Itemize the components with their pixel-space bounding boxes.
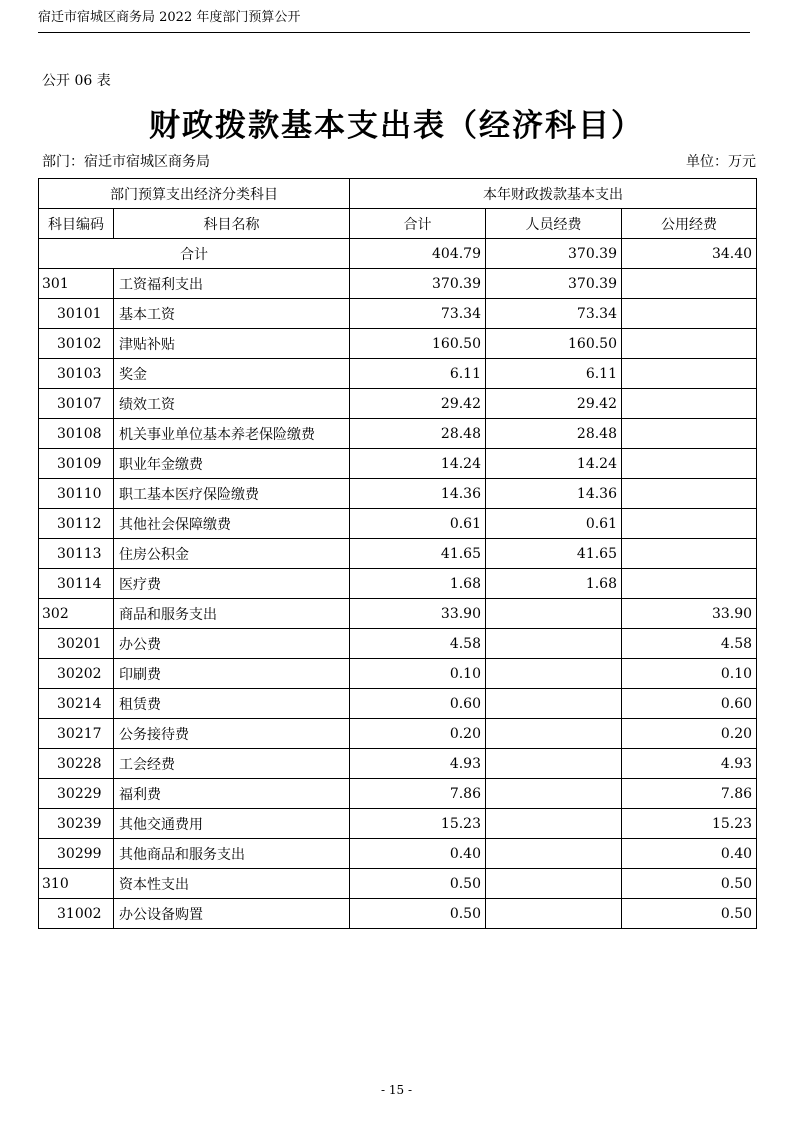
row-total: 0.20 — [350, 719, 486, 749]
table-row — [39, 779, 757, 809]
row-name: 资本性支出 — [114, 869, 350, 899]
row-code: 30114 — [39, 569, 114, 599]
column-header-code: 科目编码 — [39, 209, 114, 239]
table-row — [39, 629, 757, 659]
row-public — [622, 419, 757, 449]
row-code: 30107 — [39, 389, 114, 419]
table-row — [39, 299, 757, 329]
total-row — [39, 239, 757, 269]
row-public — [622, 329, 757, 359]
row-code: 302 — [39, 599, 114, 629]
row-personnel — [486, 869, 622, 899]
row-total: 0.60 — [350, 689, 486, 719]
group-header-left: 部门预算支出经济分类科目 — [39, 179, 350, 209]
table-row — [39, 269, 757, 299]
row-code: 310 — [39, 869, 114, 899]
table-row — [39, 839, 757, 869]
row-code: 30228 — [39, 749, 114, 779]
row-personnel: 0.61 — [486, 509, 622, 539]
row-code: 30229 — [39, 779, 114, 809]
row-personnel: 41.65 — [486, 539, 622, 569]
row-personnel — [486, 839, 622, 869]
row-code: 30109 — [39, 449, 114, 479]
row-personnel — [486, 719, 622, 749]
row-personnel: 28.48 — [486, 419, 622, 449]
row-name: 职工基本医疗保险缴费 — [114, 479, 350, 509]
table-row — [39, 899, 757, 929]
row-personnel — [486, 659, 622, 689]
row-code: 30110 — [39, 479, 114, 509]
table-row — [39, 809, 757, 839]
row-total: 28.48 — [350, 419, 486, 449]
group-header-row — [39, 179, 757, 209]
row-name: 商品和服务支出 — [114, 599, 350, 629]
row-total: 370.39 — [350, 269, 486, 299]
row-personnel: 370.39 — [486, 269, 622, 299]
row-public — [622, 449, 757, 479]
row-public — [622, 569, 757, 599]
row-total: 0.10 — [350, 659, 486, 689]
row-public: 0.60 — [622, 689, 757, 719]
row-public — [622, 479, 757, 509]
page-title: 财政拨款基本支出表（经济科目） — [149, 108, 644, 144]
row-personnel: 14.24 — [486, 449, 622, 479]
row-name: 基本工资 — [114, 299, 350, 329]
row-public: 0.10 — [622, 659, 757, 689]
row-name: 办公设备购置 — [114, 899, 350, 929]
row-personnel — [486, 599, 622, 629]
table-row — [39, 359, 757, 389]
table-row — [39, 419, 757, 449]
table-row — [39, 689, 757, 719]
row-name: 住房公积金 — [114, 539, 350, 569]
row-code: 30299 — [39, 839, 114, 869]
column-header-row — [39, 209, 757, 239]
row-name: 绩效工资 — [114, 389, 350, 419]
row-code: 30112 — [39, 509, 114, 539]
column-header-total: 合计 — [350, 209, 486, 239]
row-public: 0.50 — [622, 869, 757, 899]
table-row — [39, 599, 757, 629]
total-row-total: 404.79 — [350, 239, 486, 269]
row-name: 医疗费 — [114, 569, 350, 599]
department-label: 部门：宿迁市宿城区商务局 — [42, 154, 210, 170]
row-total: 4.93 — [350, 749, 486, 779]
table-row — [39, 479, 757, 509]
row-public: 7.86 — [622, 779, 757, 809]
total-row-public: 34.40 — [622, 239, 757, 269]
row-total: 0.50 — [350, 869, 486, 899]
row-total: 14.36 — [350, 479, 486, 509]
row-name: 公务接待费 — [114, 719, 350, 749]
row-name: 印刷费 — [114, 659, 350, 689]
row-total: 15.23 — [350, 809, 486, 839]
row-total: 6.11 — [350, 359, 486, 389]
row-code: 30102 — [39, 329, 114, 359]
row-code: 30202 — [39, 659, 114, 689]
row-total: 14.24 — [350, 449, 486, 479]
row-personnel: 1.68 — [486, 569, 622, 599]
page-number: - 15 - — [380, 1083, 412, 1097]
row-code: 30101 — [39, 299, 114, 329]
row-public: 0.40 — [622, 839, 757, 869]
table-row — [39, 329, 757, 359]
row-total: 0.61 — [350, 509, 486, 539]
table-row — [39, 539, 757, 569]
table-row — [39, 389, 757, 419]
row-personnel: 6.11 — [486, 359, 622, 389]
row-personnel — [486, 809, 622, 839]
row-code: 30103 — [39, 359, 114, 389]
total-row-label: 合计 — [39, 239, 350, 269]
row-total: 4.58 — [350, 629, 486, 659]
row-name: 其他社会保障缴费 — [114, 509, 350, 539]
row-public — [622, 509, 757, 539]
row-personnel: 73.34 — [486, 299, 622, 329]
budget-table — [38, 178, 757, 929]
row-public — [622, 389, 757, 419]
row-total: 73.34 — [350, 299, 486, 329]
row-total: 7.86 — [350, 779, 486, 809]
row-total: 0.40 — [350, 839, 486, 869]
row-public: 15.23 — [622, 809, 757, 839]
row-public — [622, 359, 757, 389]
row-personnel: 29.42 — [486, 389, 622, 419]
column-header-public: 公用经费 — [622, 209, 757, 239]
row-public — [622, 269, 757, 299]
row-total: 41.65 — [350, 539, 486, 569]
row-name: 津贴补贴 — [114, 329, 350, 359]
row-name: 机关事业单位基本养老保险缴费 — [114, 419, 350, 449]
row-code: 30217 — [39, 719, 114, 749]
row-total: 33.90 — [350, 599, 486, 629]
row-public: 4.58 — [622, 629, 757, 659]
row-public: 0.20 — [622, 719, 757, 749]
row-public — [622, 299, 757, 329]
row-total: 160.50 — [350, 329, 486, 359]
row-public: 0.50 — [622, 899, 757, 929]
table-row — [39, 719, 757, 749]
table-row — [39, 449, 757, 479]
total-row-personnel: 370.39 — [486, 239, 622, 269]
row-personnel: 14.36 — [486, 479, 622, 509]
row-code: 30201 — [39, 629, 114, 659]
row-name: 工资福利支出 — [114, 269, 350, 299]
row-personnel — [486, 689, 622, 719]
row-name: 租赁费 — [114, 689, 350, 719]
table-row — [39, 569, 757, 599]
row-personnel — [486, 749, 622, 779]
row-code: 30239 — [39, 809, 114, 839]
unit-label: 单位：万元 — [686, 154, 756, 170]
row-public — [622, 539, 757, 569]
table-row — [39, 659, 757, 689]
row-public: 4.93 — [622, 749, 757, 779]
row-name: 其他交通费用 — [114, 809, 350, 839]
row-public: 33.90 — [622, 599, 757, 629]
row-code: 31002 — [39, 899, 114, 929]
row-personnel: 160.50 — [486, 329, 622, 359]
row-total: 0.50 — [350, 899, 486, 929]
row-code: 30214 — [39, 689, 114, 719]
table-row — [39, 749, 757, 779]
row-code: 30108 — [39, 419, 114, 449]
table-number: 公开 06 表 — [42, 73, 111, 89]
row-name: 办公费 — [114, 629, 350, 659]
page-header-text: 宿迁市宿城区商务局 2022 年度部门预算公开 — [38, 10, 301, 25]
table-row — [39, 869, 757, 899]
row-personnel — [486, 779, 622, 809]
column-header-personnel: 人员经费 — [486, 209, 622, 239]
row-personnel — [486, 629, 622, 659]
row-total: 29.42 — [350, 389, 486, 419]
column-header-name: 科目名称 — [114, 209, 350, 239]
row-code: 30113 — [39, 539, 114, 569]
row-name: 奖金 — [114, 359, 350, 389]
table-row — [39, 509, 757, 539]
meta-row — [42, 151, 756, 171]
row-name: 职业年金缴费 — [114, 449, 350, 479]
row-name: 其他商品和服务支出 — [114, 839, 350, 869]
group-header-right: 本年财政拨款基本支出 — [350, 179, 757, 209]
page-header — [38, 6, 750, 33]
row-personnel — [486, 899, 622, 929]
row-name: 工会经费 — [114, 749, 350, 779]
row-name: 福利费 — [114, 779, 350, 809]
row-code: 301 — [39, 269, 114, 299]
row-total: 1.68 — [350, 569, 486, 599]
